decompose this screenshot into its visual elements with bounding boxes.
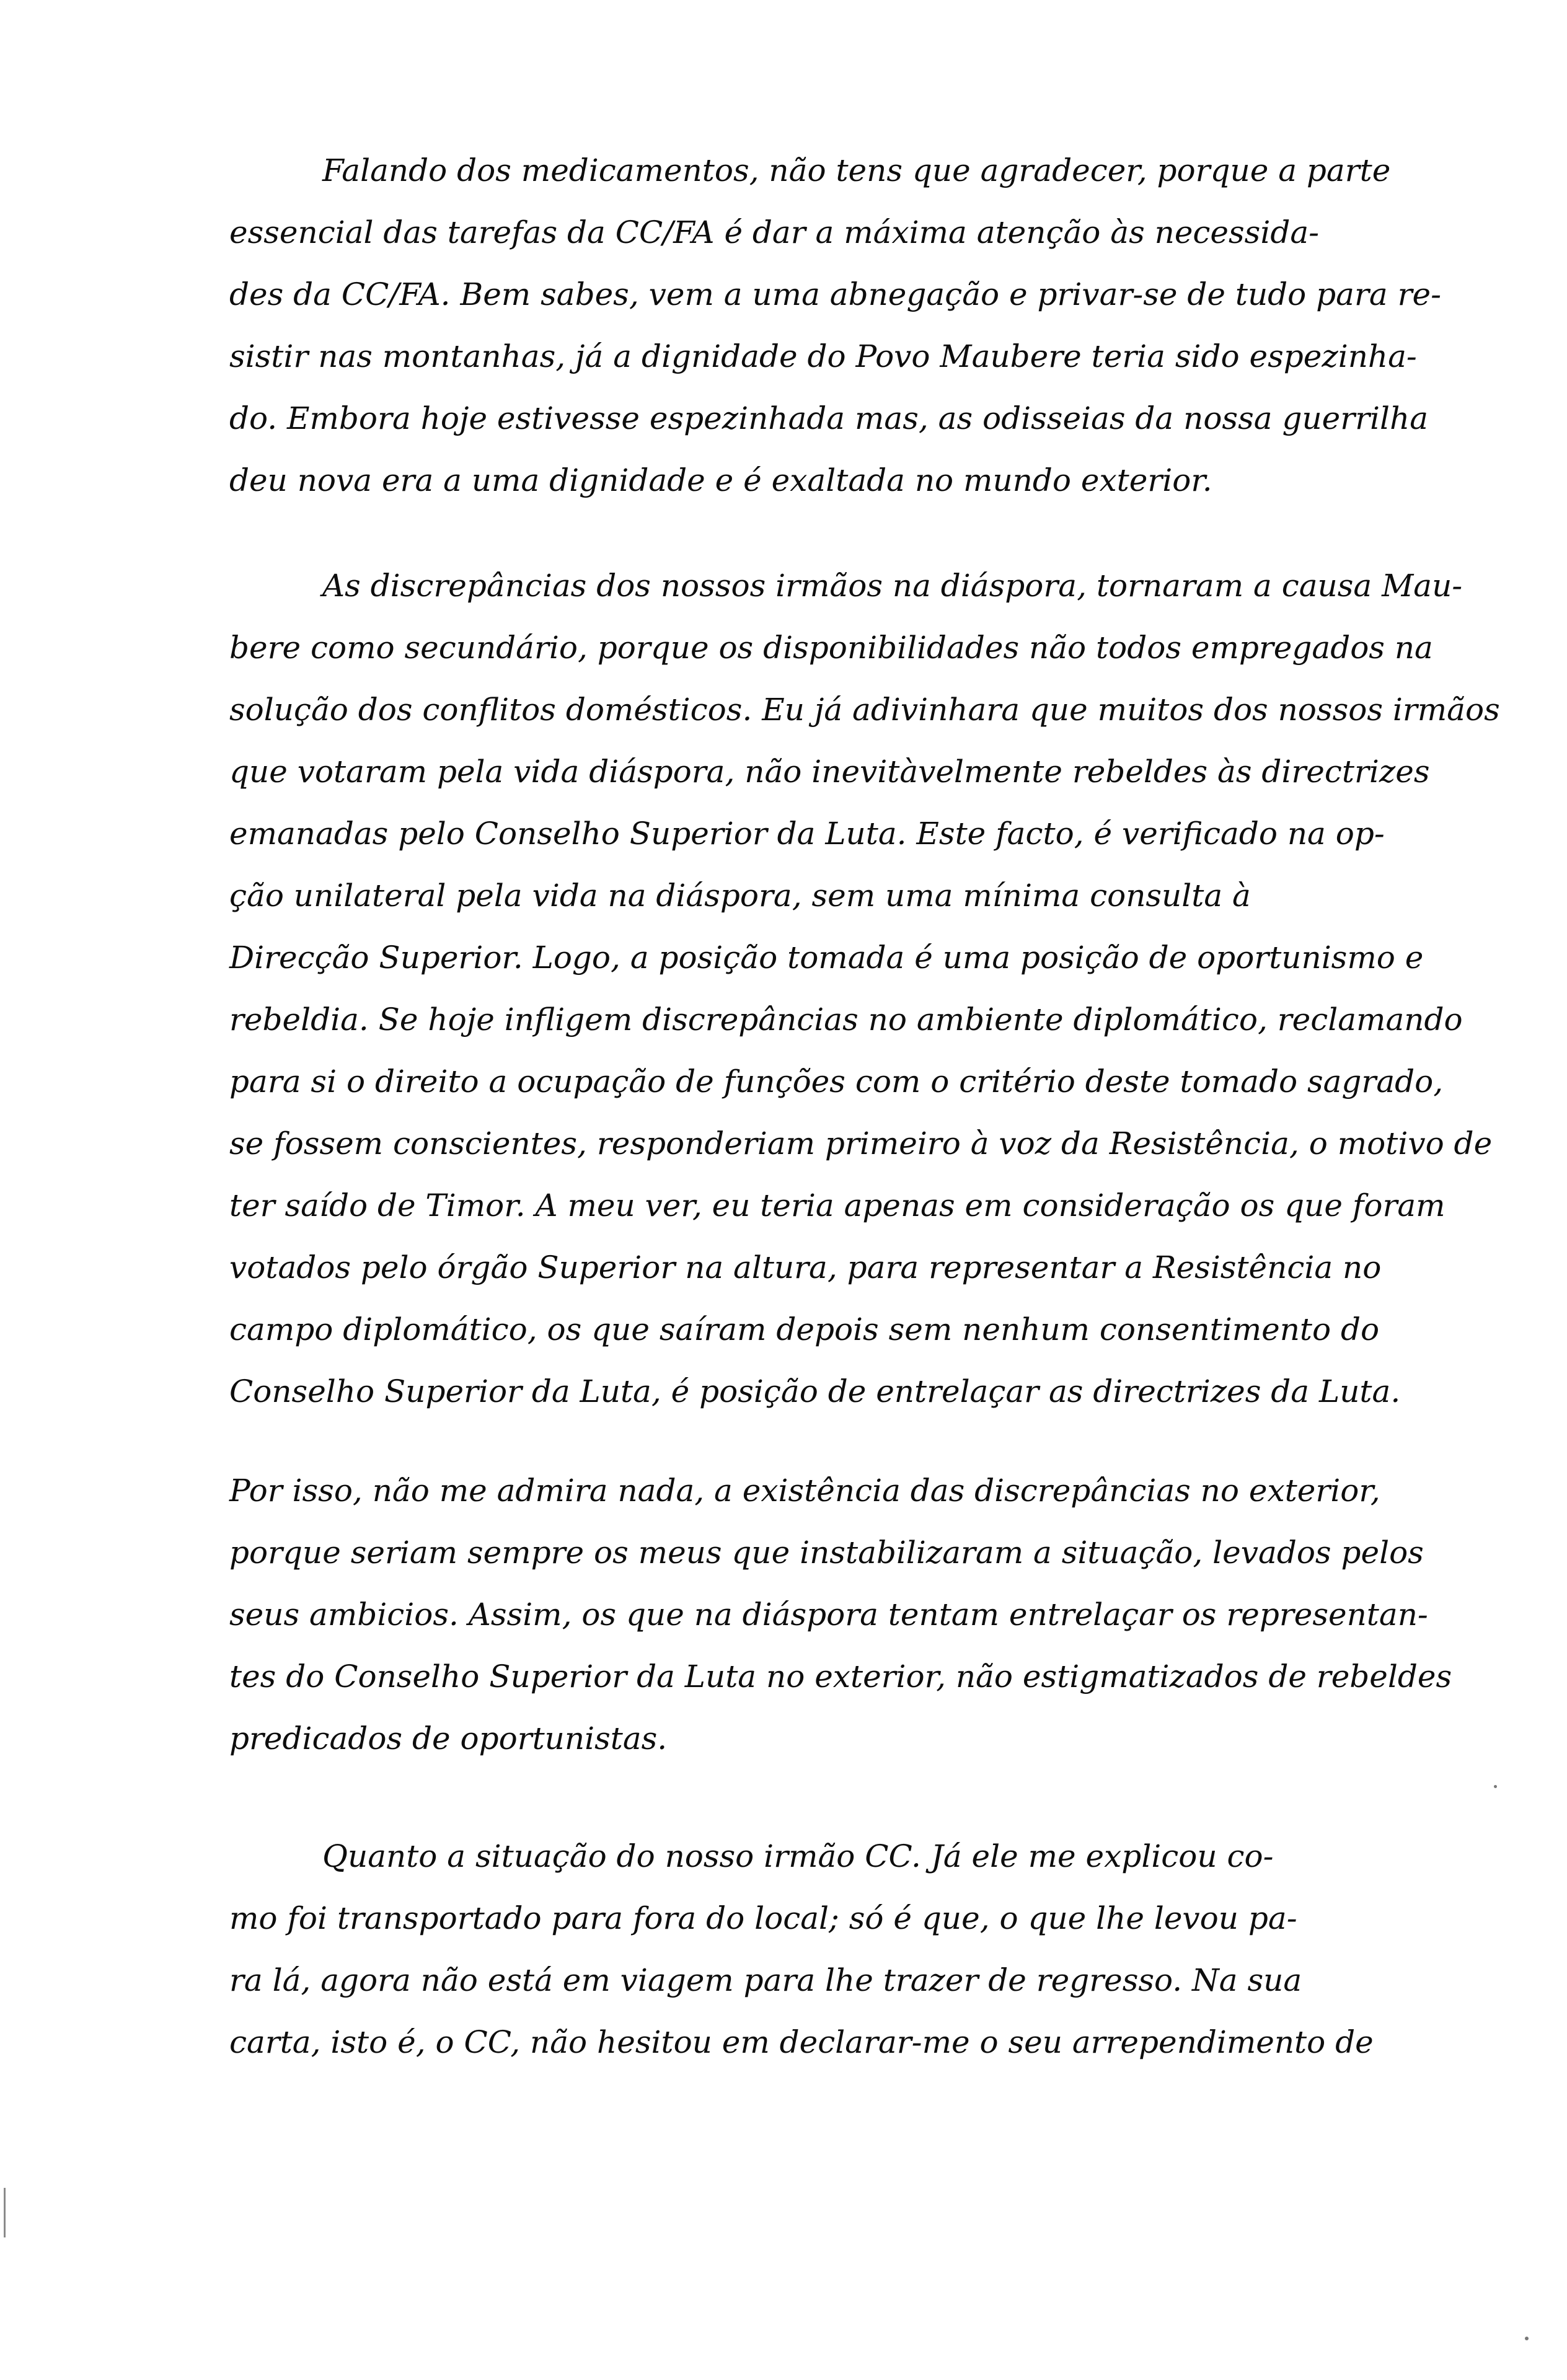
- scan-edge-mark: [4, 2188, 6, 2237]
- handwritten-line: des da CC/FA. Bem sabes, vem a uma abnegação e privar-se de tudo para re-: [229, 276, 1441, 312]
- manuscript-body: [229, 139, 1519, 2073]
- handwritten-line: essencial das tarefas da CC/FA é dar a máxima atenção às necessida-: [229, 214, 1320, 250]
- paragraph-exterior: [229, 1460, 1519, 1770]
- handwritten-line: mo foi transportado para fora do local; só é que, o que lhe levou pa-: [229, 1900, 1297, 1936]
- handwritten-line: Direcção Superior. Logo, a posição tomada é uma posição de oportunismo e: [229, 940, 1424, 976]
- handwritten-line: carta, isto é, o CC, não hesitou em declarar-me o seu arrependimento de: [229, 2024, 1374, 2060]
- paragraph-brother-situation: [229, 1825, 1519, 2073]
- scan-speck: [1525, 2337, 1529, 2340]
- handwritten-line: rebeldia. Se hoje infligem discrepâncias no ambiente diplomático, reclamando: [229, 1002, 1463, 1038]
- handwritten-line: Por isso, não me admira nada, a existência das discrepâncias no exterior,: [229, 1473, 1380, 1509]
- paragraph-medicines: [229, 139, 1519, 511]
- handwritten-line: As discrepâncias dos nossos irmãos na diáspora, tornaram a causa Mau-: [322, 568, 1463, 604]
- handwritten-line: deu nova era a uma dignidade e é exaltada no mundo exterior.: [229, 462, 1212, 498]
- handwritten-line: se fossem conscientes, responderiam primeiro à voz da Resistência, o motivo de: [229, 1126, 1493, 1161]
- handwritten-line: ter saído de Timor. A meu ver, eu teria apenas em consideração os que foram: [229, 1188, 1446, 1223]
- handwritten-line: para si o direito a ocupação de funções com o critério deste tomado sagrado,: [229, 1064, 1444, 1100]
- handwritten-line: solução dos conflitos domésticos. Eu já adivinhara que muitos dos nossos irmãos: [229, 692, 1500, 728]
- handwritten-line: predicados de oportunistas.: [229, 1721, 668, 1756]
- handwritten-line: do. Embora hoje estivesse espezinhada mas, as odisseias da nossa guerrilha: [229, 400, 1429, 436]
- handwritten-line: Quanto a situação do nosso irmão CC. Já ele me explicou co-: [322, 1838, 1274, 1874]
- scan-speck: [1494, 1785, 1497, 1788]
- handwritten-line: emanadas pelo Conselho Superior da Luta. Este facto, é verificado na op-: [229, 816, 1385, 852]
- handwritten-line: bere como secundário, porque os disponibilidades não todos empregados na: [229, 630, 1433, 666]
- handwritten-line: ra lá, agora não está em viagem para lhe trazer de regresso. Na sua: [229, 1962, 1302, 1998]
- handwritten-line: tes do Conselho Superior da Luta no exterior, não estigmatizados de rebeldes: [229, 1659, 1452, 1695]
- handwritten-line: ção unilateral pela vida na diáspora, sem uma mínima consulta à: [229, 878, 1251, 914]
- handwritten-line: sistir nas montanhas, já a dignidade do Povo Maubere teria sido espezinha-: [229, 338, 1417, 374]
- handwritten-line: Conselho Superior da Luta, é posição de entrelaçar as directrizes da Luta.: [229, 1373, 1401, 1409]
- handwritten-line: seus ambicios. Assim, os que na diáspora tentam entrelaçar os representan-: [229, 1597, 1428, 1633]
- handwritten-line: que votaram pela vida diáspora, não inevitàvelmente rebeldes às directrizes: [229, 754, 1430, 790]
- handwritten-line: votados pelo órgão Superior na altura, para representar a Resistência no: [229, 1250, 1382, 1285]
- handwritten-line: porque seriam sempre os meus que instabilizaram a situação, levados pelos: [229, 1535, 1424, 1571]
- paragraph-diaspora-discrepancies: [229, 555, 1519, 1422]
- handwritten-line: campo diplomático, os que saíram depois sem nenhum consentimento do: [229, 1311, 1380, 1347]
- handwritten-line: Falando dos medicamentos, não tens que agradecer, porque a parte: [322, 152, 1391, 188]
